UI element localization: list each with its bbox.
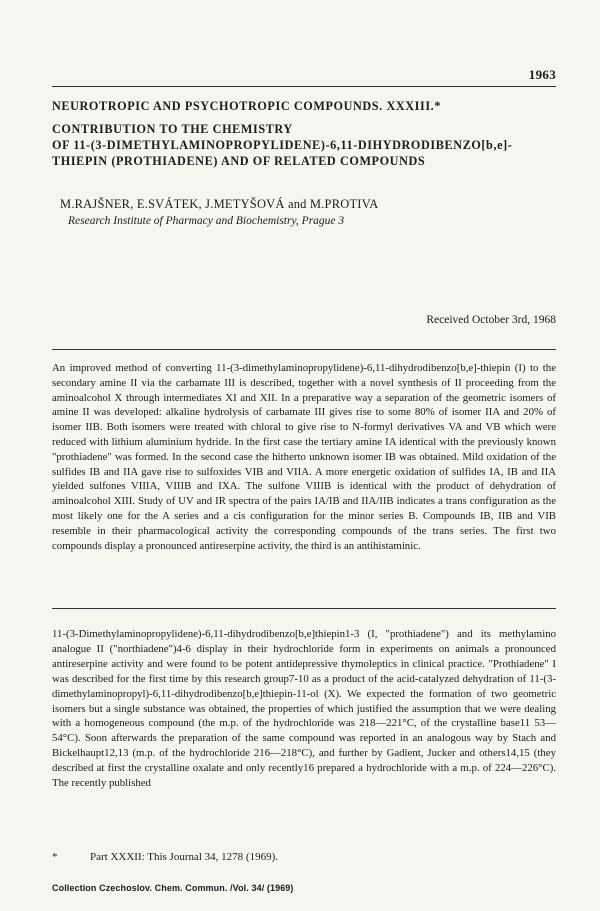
header-rule — [52, 86, 556, 87]
received-date: Received October 3rd, 1968 — [426, 314, 556, 326]
abstract-top-rule — [52, 349, 556, 350]
footnote-text: Part XXXII: This Journal 34, 1278 (1969). — [90, 851, 278, 863]
title-line-1: NEUROTROPIC AND PSYCHOTROPIC COMPOUNDS. XXXIII.* — [52, 99, 442, 113]
body-paragraph: 11-(3-Dimethylaminopropylidene)-6,11-dihydrodibenzo[b,e]thiepin1-3 (I, "prothiadene") and its methylamino analogue II ("northiadene")4-6 display in their hydrochloride form in experiments on animals a pronounced antireserpine activity and were found to be potent antidepressive thymoleptics in clinical practice. "Prothiadene" I was described for the first time by this research group7-10 as a product of the acid-catalyzed dehydration of 11-(3-dimethylaminopropyl)-6,11-dihydrodibenzo[b,e]thiepin-11-ol (X). We expected the formation of two geometric isomers but a single substance was obtained, the properties of which justified the assumption that we were dealing with a homogeneous compound (the m.p. of the hydrochloride was 218—221°C, of the crystalline base11 53—54°C). Soon afterwards the preparation of the same compound was reported in an analogous way by Stach and Bickelhaupt12,13 (m.p. of the hydrochloride 216—218°C), and further by Gadient, Jucker and others14,15 (they described at first the crystalline oxalate and only recently16 prepared a hydrochloride with a m.p. of 224—226°C). The recently published — [52, 628, 556, 790]
author-list: M.RAJŠNER, E.SVÁTEK, J.METYŠOVÁ and M.PROTIVA — [60, 197, 379, 211]
footnote — [52, 851, 278, 863]
title-line-3: OF 11-(3-DIMETHYLAMINOPROPYLIDENE)-6,11-DIHYDRODIBENZO[b,e]- — [52, 138, 513, 152]
abstract-bottom-rule — [52, 608, 556, 609]
abstract: An improved method of converting 11-(3-dimethylaminopropylidene)-6,11-dihydrodibenzo[b,e]-thiepin (I) to the secondary amine II via the carbamate III is described, together with a novel synthesis of II proceeding from the aminoalcohol X through intermediates XI and XII. In a preparative way a separation of the geometric isomers of amine II was developed: alkaline hydrolysis of carbamate III gives rise to some 80% of isomer IIA and 20% of isomer IIB. Both isomers were treated with chloral to give rise to N-formyl derivatives VA and VB which were reduced with lithium aluminium hydride. In the first case the tertiary amine IA identical with the previously known "prothiadene" was formed. In the second case the hitherto unknown isomer IB was obtained. Mild oxidation of the sulfides IB and IIA gave rise to sulfoxides VIB and VIIA. A more energetic oxidation of sulfides IA, IB and IIA yielded sulfones VIIIA, VIIIB and IXA. The sulfone VIIIB is identical with the product of dehydration of aminoalcohol XIII. Study of UV and IR spectra of the pairs IA/IB and IIA/IIB indicates a trans configuration as the most likely one for the A series and a cis configuration for the minor series B. Compounds IB, IIB and VIB resemble in their pharmacological activity the corresponding compounds of the trans series. The first two compounds display a pronounced antireserpine activity, the third is an antihistaminic. — [52, 362, 556, 552]
article-title — [52, 98, 560, 169]
title-line-4: THIEPIN (PROTHIADENE) AND OF RELATED COMPOUNDS — [52, 154, 426, 168]
journal-footer: Collection Czechoslov. Chem. Commun. /Vol. 34/ (1969) — [52, 883, 294, 893]
institution: Research Institute of Pharmacy and Biochemistry, Prague 3 — [68, 215, 345, 227]
title-line-2: CONTRIBUTION TO THE CHEMISTRY — [52, 122, 293, 136]
footnote-mark: * — [52, 851, 58, 863]
page-number: 1963 — [528, 67, 556, 82]
